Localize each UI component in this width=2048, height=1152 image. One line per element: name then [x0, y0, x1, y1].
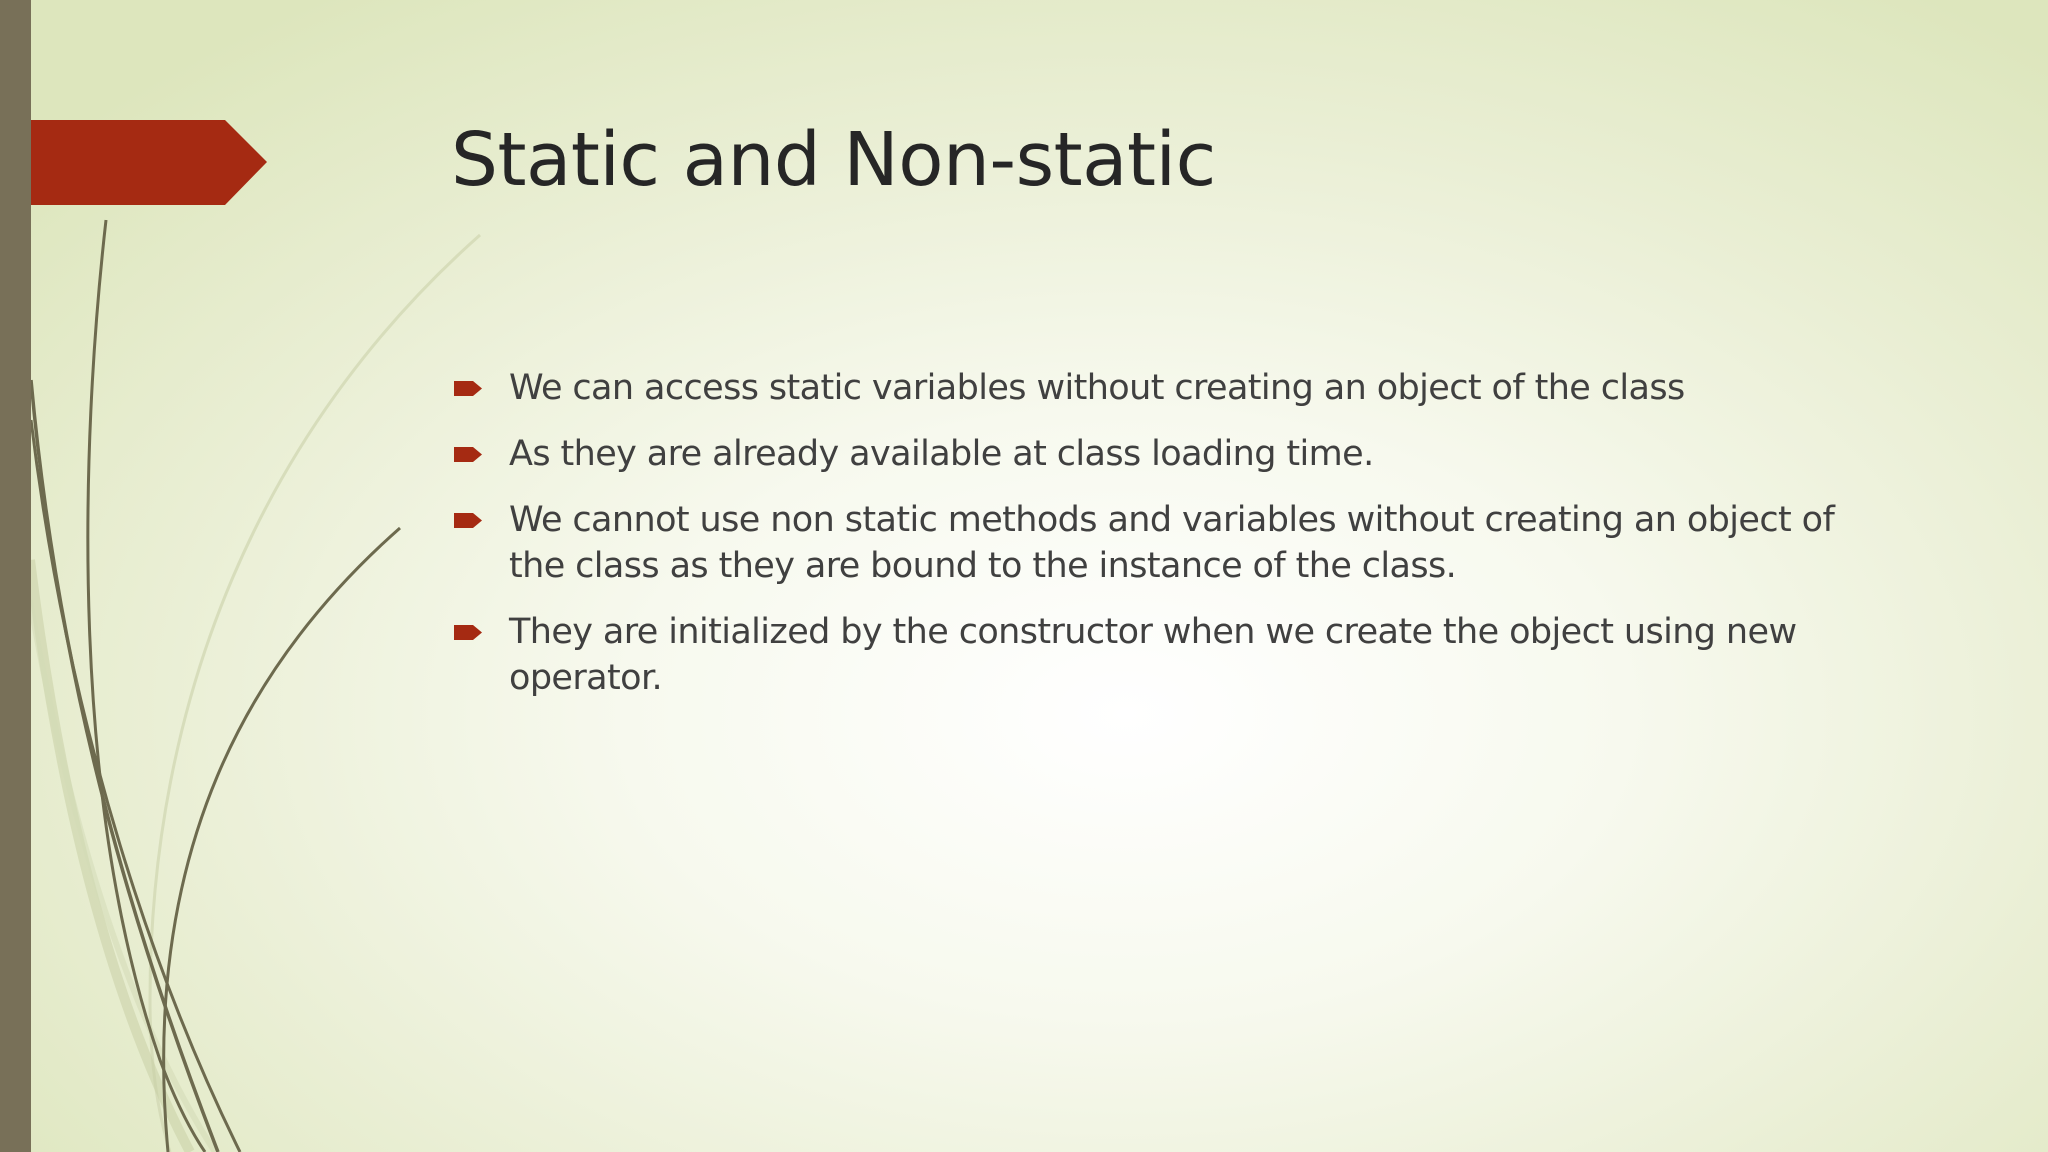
- decorative-curve: [150, 235, 480, 1152]
- bullet-text: We cannot use non static methods and variables without creating an object of the class as they are bound to the instance of the class.: [509, 500, 1835, 586]
- bullet-text: We can access static variables without creating an object of the class: [509, 368, 1685, 408]
- bullet-text: They are initialized by the constructor when we create the object using new operator.: [509, 612, 1797, 698]
- decorative-curve: [30, 600, 215, 1152]
- bullet-item: [451, 365, 1851, 411]
- decorative-curve: [88, 220, 205, 1152]
- slide-title: Static and Non-static: [451, 117, 1216, 203]
- decorative-curve: [30, 560, 190, 1152]
- arrow-right-bullet-icon: [454, 625, 482, 640]
- bullet-list: [451, 365, 1851, 721]
- bullet-item: [451, 497, 1851, 589]
- bullet-item: [451, 609, 1851, 701]
- bullet-item: [451, 431, 1851, 477]
- decorative-curve: [31, 380, 218, 1152]
- left-side-bar: [0, 0, 31, 1152]
- arrow-right-bullet-icon: [454, 381, 482, 396]
- bullet-text: As they are already available at class loading time.: [509, 434, 1374, 474]
- arrow-right-bullet-icon: [454, 447, 482, 462]
- arrow-right-bullet-icon: [454, 513, 482, 528]
- title-accent-tab: [0, 120, 267, 205]
- decorative-curve: [31, 420, 240, 1152]
- decorative-curve: [164, 528, 400, 1152]
